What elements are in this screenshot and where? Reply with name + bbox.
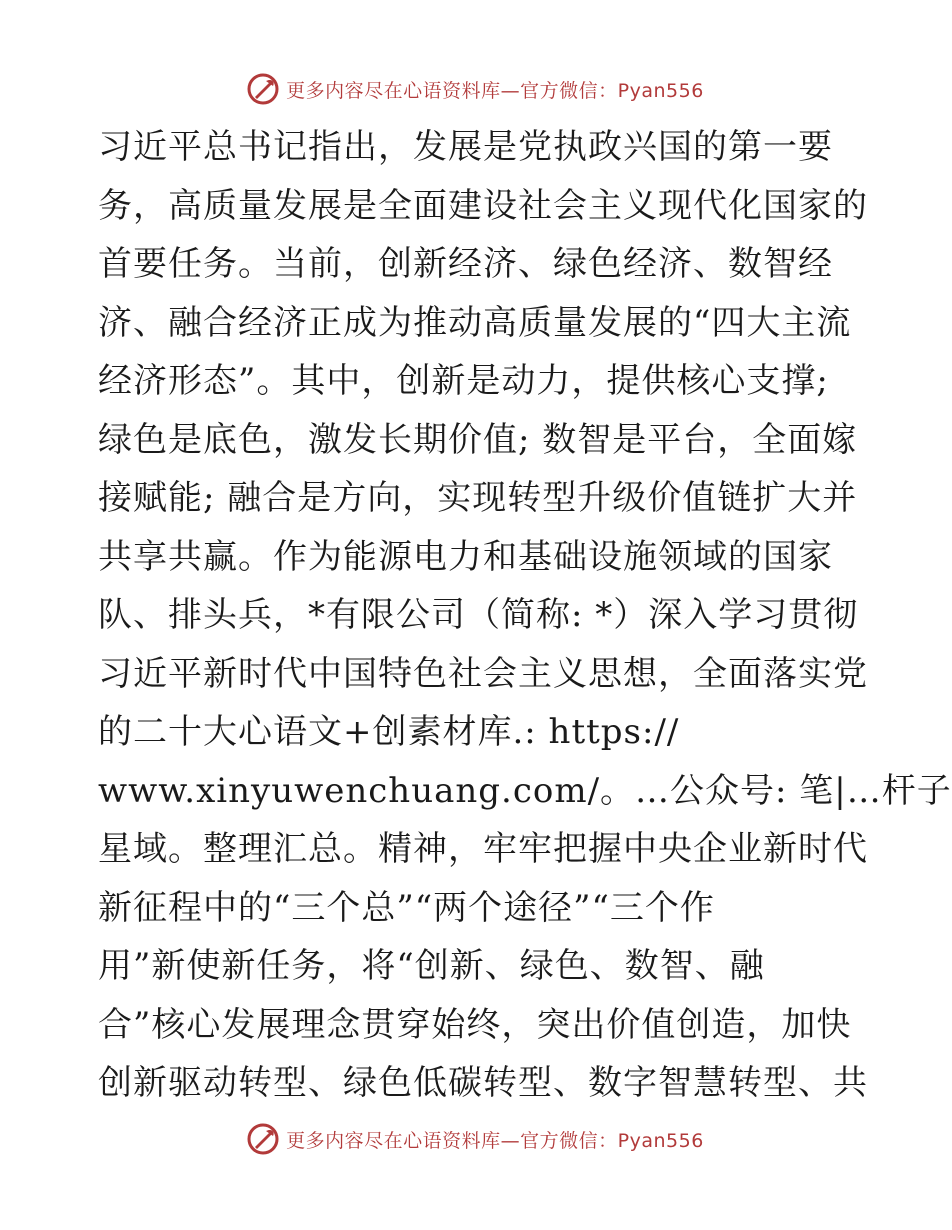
text-line: 绿色是底色，激发长期价值; 数智是平台，全面嫁	[98, 419, 858, 460]
feather-pen-logo-icon	[246, 72, 280, 106]
text-line: 务，高质量发展是全面建设社会主义现代化国家的	[98, 185, 868, 226]
text-line: 经济形态”。其中，创新是动力，提供核心支撑;	[98, 361, 829, 401]
text-line: 的二十大心语文+创素材库.: https://	[98, 712, 680, 752]
text-line: 新征程中的“三个总”“两个途径”“三个作	[98, 887, 715, 928]
text-line: 接赋能; 融合是方向，实现转型升级价值链扩大并	[98, 478, 858, 518]
document-body	[98, 118, 952, 1108]
text-line: 创新驱动转型、绿色低碳转型、数字智慧转型、共	[98, 1063, 868, 1103]
text-line: www.xinyuwenchuang.com/。…公众号: 笔|…杆子	[98, 770, 952, 811]
footer-watermark	[0, 1122, 950, 1156]
text-line: 共享共赢。作为能源电力和基础设施领域的国家	[98, 536, 833, 577]
text-line: 星域。整理汇总。精神，牢牢把握中央企业新时代	[98, 829, 868, 869]
watermark-text: 更多内容尽在心语资料库—官方微信：Pyan556	[286, 79, 704, 102]
text-line: 队、排头兵，*有限公司（简称: *）深入学习贯彻	[98, 595, 859, 635]
text-line: 用”新使新任务，将“创新、绿色、数智、融	[98, 946, 765, 986]
text-line: 习近平总书记指出，发展是党执政兴国的第一要	[98, 127, 833, 167]
text-line: 首要任务。当前，创新经济、绿色经济、数智经	[98, 244, 833, 284]
text-line: 济、融合经济正成为推动高质量发展的“四大主流	[98, 302, 852, 343]
feather-pen-logo-icon	[246, 1122, 280, 1156]
header-watermark	[0, 72, 950, 106]
text-line: 合”核心发展理念贯穿始终，突出价值创造，加快	[98, 1004, 852, 1045]
watermark-text: 更多内容尽在心语资料库—官方微信：Pyan556	[286, 1129, 704, 1152]
text-line: 习近平新时代中国特色社会主义思想，全面落实党	[98, 653, 868, 694]
